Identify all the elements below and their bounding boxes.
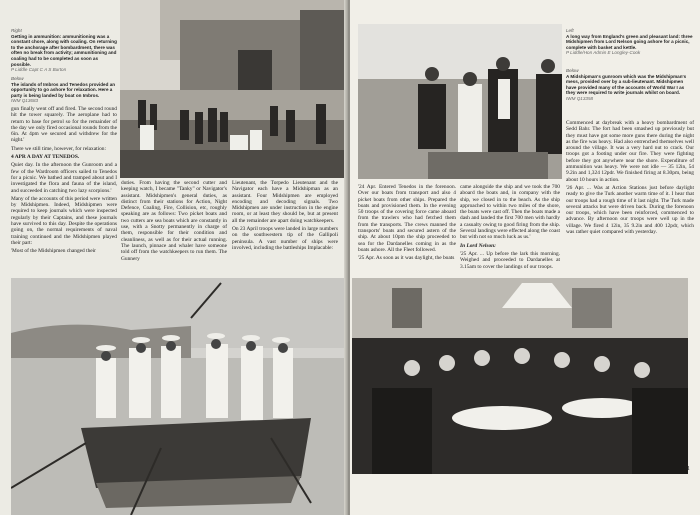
section-heading: In Lord Nelson: [460,242,496,249]
paragraph: Quiet day. In the afternoon the Gunroom and a few of the Wardroom officers sailed to Tenedos for a picnic. We bathed and tramped about and I investigated the flora and fauna of the island, and succeeded in catching two lazy scorpions.' [11,162,117,194]
paragraph: gun finally went off and fired. The second round hit the tower squarely. The aeroplane had to return to base for petrol so for the remainder of the day we only fired occasional rounds from the 6in. At 4pm we secured and withdrew for the night.' [11,106,117,144]
paragraph: duties. From having the second cutter and keeping watch, I became "Tanky" or Navigator's assistant. Midshipmen's general duties, as distinct from their stations for Action, Night Defence, Coaling, Fire, Collision, etc, roughly speaking are as follows: Two picket boats and two cutters are sea boats which are constantly in use, with a Snotty permanently in charge of them, responsible for their condition and cleanliness, as well as for their actual running. The launch, pinnace and whaler have someone told off from the watchkeepers to run them. The Gunnery [121,180,227,262]
caption-tag: Below [566,68,579,73]
paragraph: came alongside the ship and we took the 700 aboard the boats and, in company with the ship, we closed in to the beach. As the ship approached to within two miles of the shore, the boats were cast off. Then the boats made a dash and landed the first 700 men with hardly a casualty owing to good firing from the ship. Several landings were effected along the coast but with not so much luck as us.' [460,184,560,241]
caption-picnic [566,28,694,56]
paragraph: Commenced at daybreak with a heavy bombardment of Sedd Bahr. The fort had been smashed up previously but they must have got some more guns there during the night as the fire was heavy. Had also entrenched themselves well around the village. It was a very hard nut to crack. Our troops got a footing under our fire. They were fighting before they got anywhere near the shore. Expenditure of ammunition was heavy. We were not idle — 35 12in, 54 9.2in and 1,324 12pdr. We finished firing at 8.30pm, being about 10 hours in action. [566,120,694,183]
section-heading: 4 APR A DAY AT TENEDOS. [11,154,80,161]
caption-credit: P Liddle Capt C A S Burton [11,67,67,73]
paragraph: '24 Apr. Entered Tenedos in the forenoon. Over our boats from transport and also 4 picket boats from other ships. Prepared the boats and provisioned them. In the evening 50 troops of the covering force came aboard from the trawlers who had fetched them from the transports. The crews manned the transports' boats and secured astern of the ship. At about 10pm the ship proceeded to sea for the Dardanelles coming in as the boats ashore. All the Fleet followed. [358,184,456,253]
caption-text: Getting in ammunition: ammunitioning was a constant chore, along with coaling. On returning to the anchorage after bombardment, there was often no break from activity; ammunitioning and coaling had to be completed as soon as possible. [11,33,117,67]
photo-ammunition-deck [120,0,348,178]
photo-gunroom-mess [352,278,688,474]
caption-tag: Right [11,28,22,33]
text-column-2 [121,180,227,264]
caption-gunroom [566,68,694,102]
caption-text: A Midshipman's gunroom which was the Midshipman's mess, provided over by a sub-lieutenant. Midshipmen have provided many of the accounts of World War I as they were required to write journals whilst on board. [566,73,687,96]
text-column-4 [358,184,456,264]
paragraph: On 23 April troops were landed in large numbers on the southwestern tip of the Gallipoli peninsula. A vast number of ships were involved, including the battleships Implacable: [232,226,338,251]
paragraph: There we still time, however, for relaxation: [11,145,106,152]
text-column-6 [566,120,694,237]
caption-credit: IWM Q13683 [11,98,39,104]
text-column-3 [232,180,338,253]
text-column-5 [460,184,560,272]
right-page [350,0,700,515]
photo-boat-landing [11,278,344,515]
text-column-1 [11,106,117,257]
caption-credit: P Liddle/Hon Admin E Longley-Cook [566,50,641,56]
paragraph: Many of the accounts of this period were written by Midshipmen. Indeed, Midshipmen were required to keep journals which were inspected regularly by their Captains, and these journals have survived to this day. Despite the operations going on, the normal requirements of naval training continued and the Midshipmen played their part: [11,195,117,246]
caption-ammunition [11,28,117,73]
page-number: 31 [684,466,690,472]
paragraph: '25 Apr. ... Up before the lark this morning. Weighed and proceeded to Dardanelles at 3.15am to cover the landings of our troops. [460,250,560,270]
left-page [0,0,348,515]
caption-tag: Below [11,76,24,81]
caption-imbros [11,76,117,104]
caption-tag: Left [566,28,574,33]
paragraph: '25 Apr. As soon as it was daylight, the boats [358,255,455,262]
caption-credit: IWM Q13358 [566,95,594,101]
paragraph: '26 Apr. ... Was at Action Stations just before daylight ready to give the Turk another warm time of it. I hear that our troops had a rough time of it last night. The Turk made several attacks but were driven back. During the forenoon our troops, which have been reinforced, commenced to advance. By afternoon our troops were well up in the village. We fired 4 12in, 35 9.2in and 400 12pdr, which was rather quiet compared with yesterday. [566,184,694,236]
photo-midshipmen-picnic [358,24,562,179]
paragraph: 'Most of the Midshipmen changed their [11,248,96,255]
caption-text: The islands of Imbros and Tenedos provided an opportunity to go ashore for relaxation. Here a party is being landed by boat on Imbros. [11,81,116,98]
paragraph: Lieutenant, the Torpedo Lieutenant and the Navigator each have a Midshipman as an assistant. Four Midshipmen are employed encoding and decoding signals. Two Midshipmen are under instruction in the engine room, or at least they should be, but at present all the remainder are apart doing watchkeepers. [232,180,338,224]
caption-text: A long way from England's green and pleasant land: three Midshipmen from Lord Nelson going ashore for a picnic, complete with basket and kettle. [566,33,693,50]
